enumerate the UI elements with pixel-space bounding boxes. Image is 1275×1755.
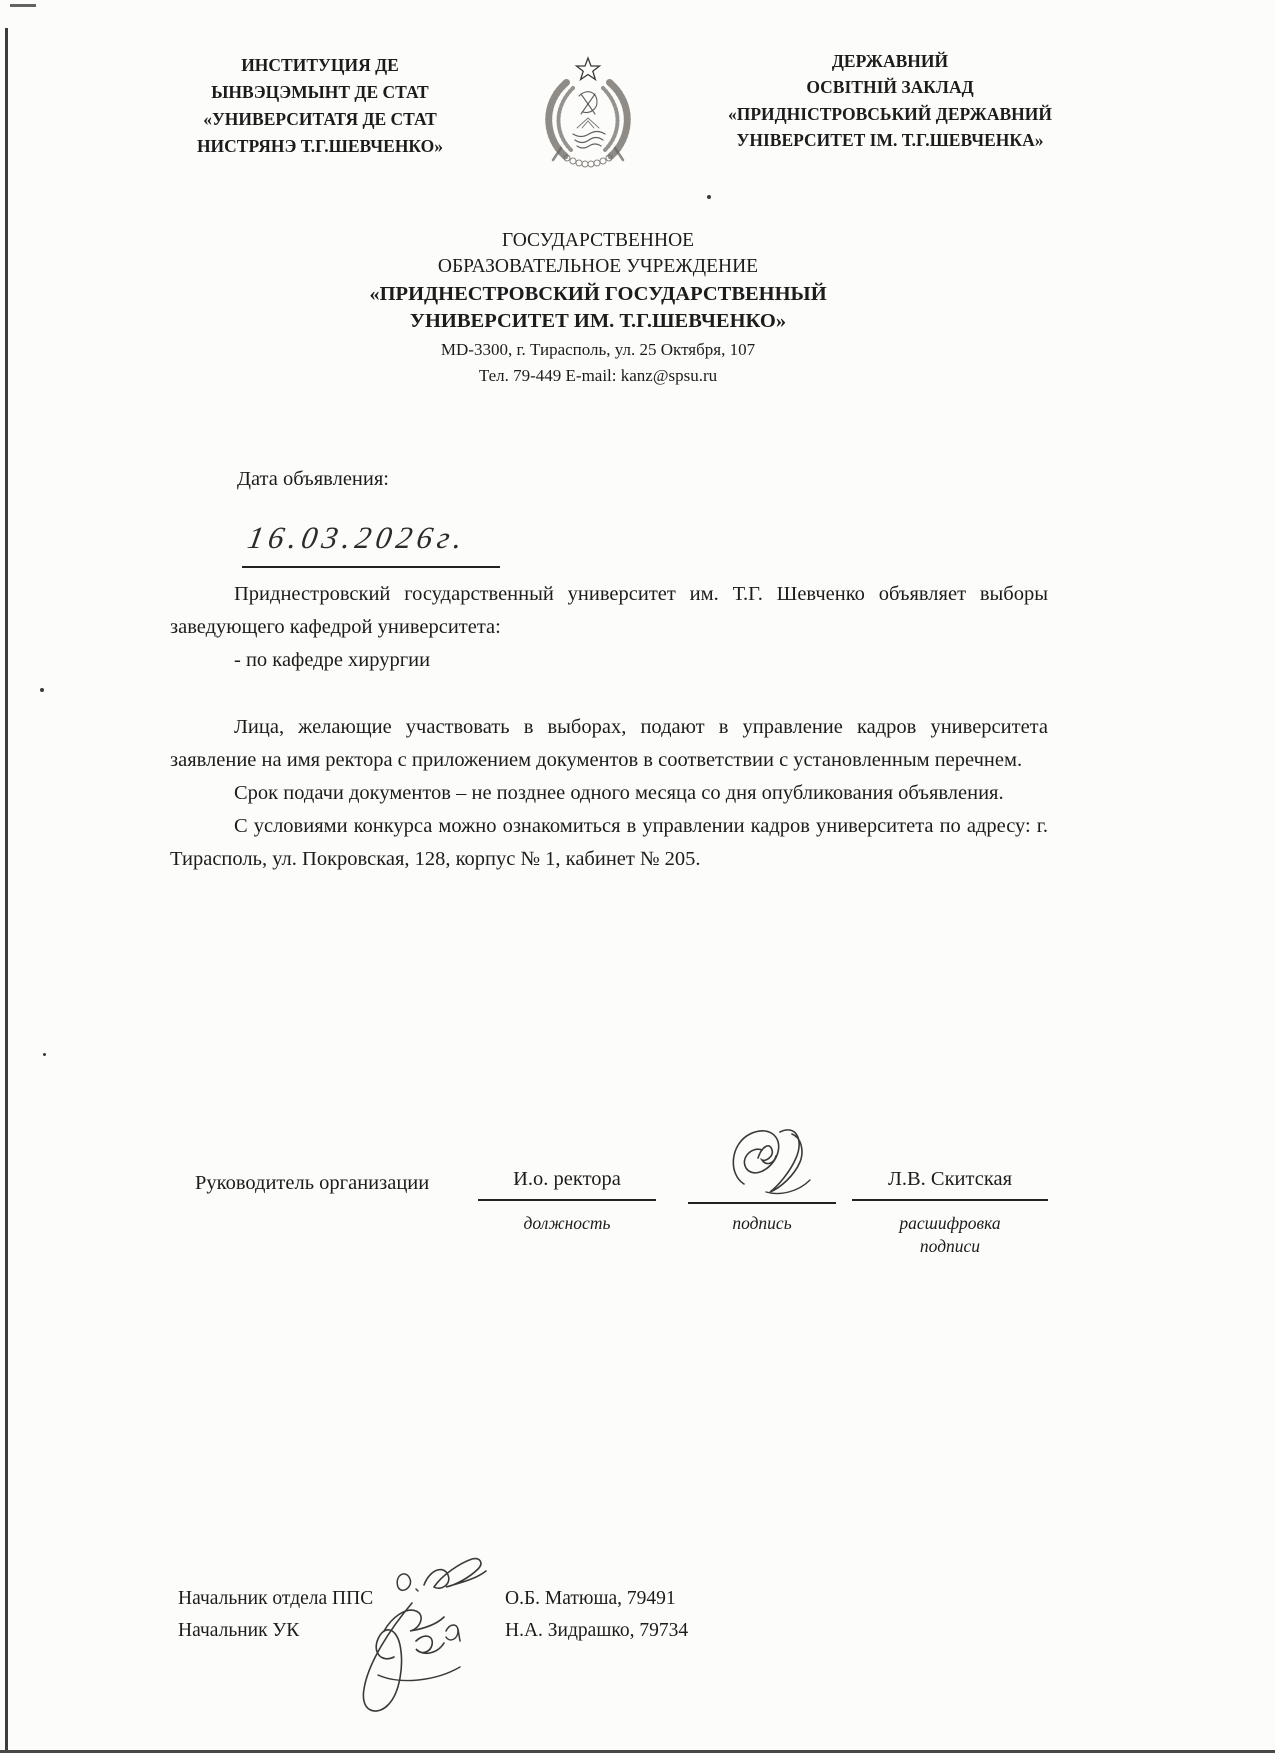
org-name-line: ГОСУДАРСТВЕННОЕ	[501, 230, 695, 251]
body-paragraph: Лица, желающие участвовать в выборах, подают в управление кадров университета заявление на имя ректора с приложением документов в соответствии с установленным перечнем.	[170, 715, 1048, 771]
org-name-line: ОБРАЗОВАТЕЛЬНОЕ УЧРЕЖДЕНИЕ	[437, 256, 759, 278]
scan-edge-mark	[10, 4, 36, 7]
scan-speck	[40, 688, 44, 692]
letterhead-right-ukrainian	[670, 48, 1110, 153]
position-caption: должность	[523, 1213, 611, 1233]
scan-edge-bottom	[0, 1750, 1275, 1753]
letterhead-left-line: «УНИВЕРСИТАТЯ ДЕ СТАТ	[203, 109, 437, 130]
body-list-item: - по кафедре хирургии	[234, 649, 431, 672]
announcement-date-label: Дата объявления:	[237, 468, 389, 490]
scan-edge-left	[5, 28, 8, 1750]
name-caption	[852, 1212, 1048, 1258]
body-paragraph: Срок подачи документов – не позднее одного месяца со дня опубликования объявления.	[234, 782, 1004, 805]
signature-caption: подпись	[732, 1213, 792, 1233]
body-paragraph: С условиями конкурса можно ознакомиться в управлении кадров университета по адресу: г. Тирасполь, ул. Покровская, 128, корпус № 1, кабинет № 205.	[170, 815, 1048, 871]
org-name-line: «ПРИДНЕСТРОВСКИЙ ГОСУДАРСТВЕННЫЙ	[369, 282, 827, 305]
footer-contact-matyusha: О.Б. Матюша, 79491	[505, 1588, 676, 1609]
letterhead-right-line: ОСВІТНІЙ ЗАКЛАД	[806, 77, 974, 98]
org-contacts: Тел. 79-449 E-mail: kanz@spsu.ru	[478, 365, 718, 385]
letterhead-left-moldovan	[150, 52, 490, 161]
letterhead-left-line: НИСТРЯНЭ Т.Г.ШЕВЧЕНКО»	[196, 136, 444, 157]
name-field: Л.В. Скитская	[852, 1168, 1048, 1201]
scan-speck	[707, 195, 711, 199]
letterhead-left-line: ИНСТИТУЦИЯ ДЕ	[241, 55, 399, 75]
letterhead-right-line: УНІВЕРСИТЕТ ІМ. Т.Г.ШЕВЧЕНКА»	[736, 129, 1044, 150]
name-caption-line: подписи	[919, 1235, 981, 1256]
org-address: MD-3300, г. Тирасполь, ул. 25 Октября, 107	[440, 339, 756, 359]
date-underline	[242, 566, 500, 568]
handwritten-date: 16.03.2026г.	[245, 520, 471, 555]
footer-contact-zidrashko: Н.А. Зидрашко, 79734	[505, 1620, 689, 1641]
leader-label: Руководитель организации	[195, 1172, 430, 1194]
position-field: И.о. ректора	[478, 1168, 656, 1201]
body-paragraph: Приднестровский государственный университет им. Т.Г. Шевченко объявляет выборы заведующего кафедрой университета:	[170, 583, 1048, 639]
rector-signature-icon	[706, 1122, 826, 1215]
letterhead-left-line: ЫНВЭЦЭМЫНТ ДЕ СТАТ	[211, 82, 429, 103]
scan-speck	[43, 1053, 46, 1056]
footer-label-pps: Начальник отдела ППС	[178, 1588, 374, 1609]
organization-block	[238, 228, 958, 388]
coat-of-arms-icon	[527, 52, 649, 170]
org-name-line: УНИВЕРСИТЕТ ИМ. Т.Г.ШЕВЧЕНКО»	[409, 310, 787, 333]
letterhead-right-line: ДЕРЖАВНИЙ	[831, 51, 949, 71]
footer-signatures-icon	[320, 1545, 510, 1725]
footer-label-uk: Начальник УК	[178, 1620, 300, 1641]
letterhead-right-line: «ПРИДНІСТРОВСЬКИЙ ДЕРЖАВНИЙ	[727, 103, 1053, 124]
announcement-body	[170, 578, 1048, 877]
name-caption-line: расшифровка	[899, 1213, 1001, 1233]
